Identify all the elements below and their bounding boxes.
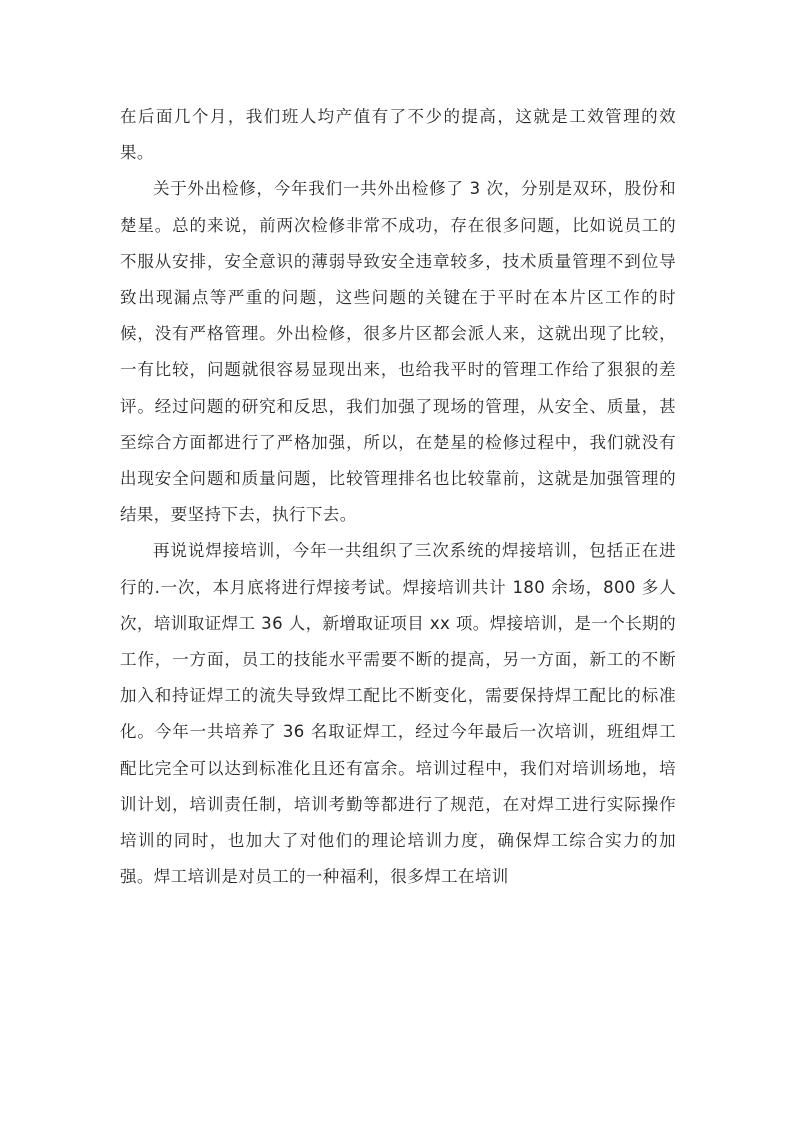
paragraph-productivity-result: 在后面几个月，我们班人均产值有了不少的提高，这就是工效管理的效果。 (120, 107, 676, 163)
document-body (120, 99, 676, 895)
paragraph-external-maintenance: 关于外出检修，今年我们一共外出检修了 3 次，分别是双环，股份和楚星。总的来说，前两次检修非常不成功，存在很多问题，比如说员工的不服从安排，安全意识的薄弱导致安全违章较多，技术质量管理不到位导致出现漏点等严重的问题，这些问题的关键在于平时在本片区工作的时候，没有严格管理。外出检修，很多片区都会派人来，这就出现了比较，一有比较，问题就很容易显现出来，也给我平时的管理工作给了狠狠的差评。经过问题的研究和反思，我们加强了现场的管理，从安全、质量，甚至综合方面都进行了严格加强，所以，在楚星的检修过程中，我们就没有出现安全问题和质量问题，比较管理排名也比较靠前，这就是加强管理的结果，要坚持下去，执行下去。 (120, 179, 676, 525)
paragraph-welding-training: 再说说焊接培训，今年一共组织了三次系统的焊接培训，包括正在进行的.一次，本月底将进行焊接考试。焊接培训共计 180 余场，800 多人次，培训取证焊工 36 人，新增取证项目 xx 项。焊接培训，是一个长期的工作，一方面，员工的技能水平需要不断的提高，另一方面，新工的不断加入和持证焊工的流失导致焊工配比不断变化，需要保持焊工配比的标准化。今年一共培养了 36 名取证焊工，经过今年最后一次培训，班组焊工配比完全可以达到标准化且还有富余。培训过程中，我们对培训场地，培训计划，培训责任制，培训考勤等都进行了规范，在对焊工进行实际操作培训的同时，也加大了对他们的理论培训力度，确保焊工综合实力的加强。焊工培训是对员工的一种福利，很多焊工在培训 (120, 541, 676, 887)
